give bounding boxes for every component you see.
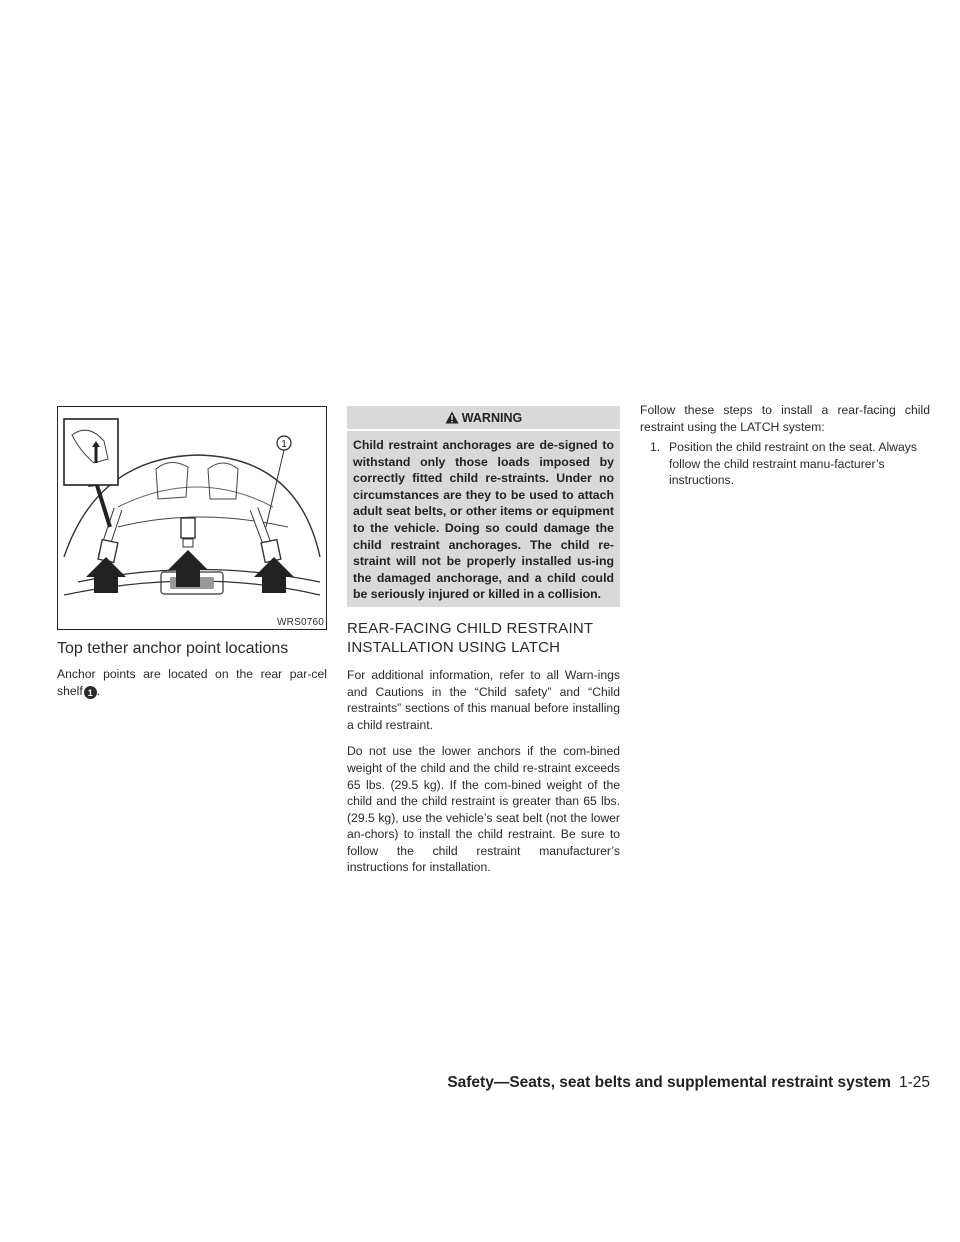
anchor-points-text bbox=[57, 666, 327, 699]
page-footer bbox=[447, 1074, 930, 1092]
warning-text: Child restraint anchorages are de-signed to withstand only those loads imposed by correctly fitted child re-straints. Under no circumstances are they to be used to attach adult seat belts, or other items or equipment to the vehicle. Doing so could damage the child restraint anchorages. The child re-straint will not be properly installed us-ing the damaged anchorage, and a child could be seriously injured or killed in a collision. bbox=[353, 438, 614, 602]
step-text: Position the child restraint on the seat. Always follow the child restraint manu-facturer’s instructions. bbox=[669, 440, 917, 488]
warning-box bbox=[347, 406, 620, 607]
anchor-points-period: . bbox=[96, 683, 101, 698]
callout-1-label: 1 bbox=[281, 439, 287, 450]
chapter-title: Safety—Seats, seat belts and supplemental restraint system bbox=[447, 1074, 891, 1091]
rear-shelf-illustration bbox=[58, 407, 326, 629]
right-column bbox=[640, 402, 930, 489]
left-column bbox=[57, 406, 327, 709]
warning-title: WARNING bbox=[461, 410, 523, 425]
warning-header bbox=[347, 406, 620, 431]
steps-intro: Follow these steps to install a rear-facing child restraint using the LATCH system: bbox=[640, 403, 930, 434]
anchor-points-sentence: Anchor points are located on the rear par-cel shelf bbox=[57, 667, 327, 698]
middle-column bbox=[347, 406, 620, 886]
page-number: 1-25 bbox=[898, 1074, 930, 1091]
figure-code: WRS0760 bbox=[277, 617, 324, 628]
figure-caption: Top tether anchor point locations bbox=[57, 640, 289, 657]
section-paragraph-1: For additional information, refer to all Warn-ings and Cautions in the “Child safety” and “Child restraints” sections of this manual before installing a child restraint. bbox=[347, 667, 620, 732]
callout-1-badge: 1 bbox=[84, 686, 97, 699]
warning-triangle-icon bbox=[445, 411, 459, 424]
anchor-points-figure bbox=[57, 406, 327, 630]
section-heading: REAR-FACING CHILD RESTRAINT INSTALLATION USING LATCH bbox=[347, 619, 593, 656]
section-paragraph-2: Do not use the lower anchors if the com-bined weight of the child and the child re-straint exceeds 65 lbs. (29.5 kg). If the com-bined weight of the child and the child restraint is greater than 65 lbs. (29.5 kg), use the vehicle’s seat belt (not the lower an-chors) to install the child restraint. Be sure to follow the child restraint manufacturer’s instructions for installation. bbox=[347, 744, 620, 875]
step-item bbox=[650, 439, 930, 489]
step-number: 1. bbox=[650, 440, 661, 455]
